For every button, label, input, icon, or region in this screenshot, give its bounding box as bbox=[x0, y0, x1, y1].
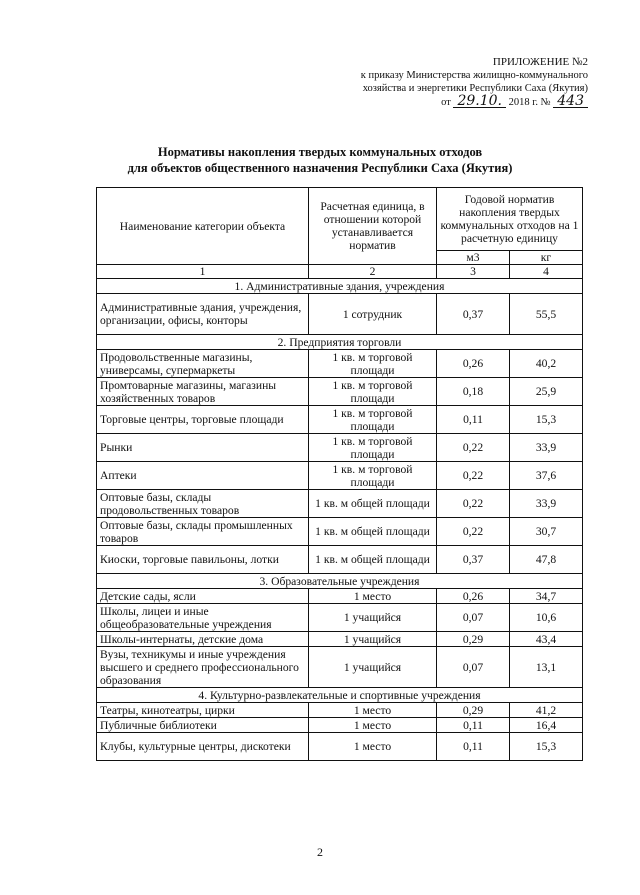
m3-cell: 0,18 bbox=[437, 378, 510, 406]
table-row bbox=[97, 406, 583, 434]
col-number: 2 bbox=[309, 265, 437, 279]
category-cell: Рынки bbox=[97, 434, 309, 462]
category-cell: Киоски, торговые павильоны, лотки bbox=[97, 546, 309, 574]
page-number: 2 bbox=[317, 845, 323, 859]
category-cell: Театры, кинотеатры, цирки bbox=[97, 703, 309, 718]
unit-cell: 1 кв. м общей площади bbox=[309, 490, 437, 518]
col-number: 3 bbox=[437, 265, 510, 279]
category-cell: Школы-интернаты, детские дома bbox=[97, 632, 309, 647]
norms-table-body bbox=[97, 188, 583, 761]
table-row bbox=[97, 604, 583, 632]
m3-cell: 0,29 bbox=[437, 703, 510, 718]
section-title: 4. Культурно-развлекательные и спортивные учреждения bbox=[97, 688, 583, 703]
table-row bbox=[97, 647, 583, 688]
kg-cell: 40,2 bbox=[510, 350, 583, 378]
table-row bbox=[97, 350, 583, 378]
unit-cell: 1 учащийся bbox=[309, 604, 437, 632]
kg-cell: 55,5 bbox=[510, 294, 583, 335]
appendix-line-1: к приказу Министерства жилищно-коммунального bbox=[360, 70, 588, 81]
table-row bbox=[97, 462, 583, 490]
table-row bbox=[97, 703, 583, 718]
unit-cell: 1 кв. м торговой площади bbox=[309, 406, 437, 434]
unit-cell: 1 кв. м торговой площади bbox=[309, 434, 437, 462]
appendix-date-line bbox=[288, 95, 588, 109]
document-title bbox=[0, 144, 640, 176]
m3-cell: 0,11 bbox=[437, 718, 510, 733]
section-title: 2. Предприятия торговли bbox=[97, 335, 583, 350]
kg-cell: 37,6 bbox=[510, 462, 583, 490]
m3-cell: 0,22 bbox=[437, 434, 510, 462]
table-row bbox=[97, 718, 583, 733]
category-cell: Продовольственные магазины, универсамы, супермаркеты bbox=[97, 350, 309, 378]
category-cell: Детские сады, ясли bbox=[97, 589, 309, 604]
category-cell: Промтоварные магазины, магазины хозяйственных товаров bbox=[97, 378, 309, 406]
table-row bbox=[97, 546, 583, 574]
unit-cell: 1 учащийся bbox=[309, 647, 437, 688]
m3-cell: 0,11 bbox=[437, 733, 510, 761]
handwritten-date: 29.10. bbox=[453, 95, 506, 108]
m3-cell: 0,07 bbox=[437, 647, 510, 688]
section-row bbox=[97, 335, 583, 350]
m3-cell: 0,11 bbox=[437, 406, 510, 434]
kg-cell: 34,7 bbox=[510, 589, 583, 604]
unit-cell: 1 сотрудник bbox=[309, 294, 437, 335]
norms-table bbox=[96, 187, 583, 761]
header-row bbox=[97, 188, 583, 251]
section-row bbox=[97, 574, 583, 589]
kg-cell: 10,6 bbox=[510, 604, 583, 632]
appendix-line-2: хозяйства и энергетики Республики Саха (Якутия) bbox=[362, 83, 588, 94]
column-numbers-row bbox=[97, 265, 583, 279]
category-cell: Аптеки bbox=[97, 462, 309, 490]
kg-cell: 41,2 bbox=[510, 703, 583, 718]
m3-cell: 0,37 bbox=[437, 294, 510, 335]
kg-cell: 13,1 bbox=[510, 647, 583, 688]
unit-cell: 1 кв. м общей площади bbox=[309, 518, 437, 546]
table-row bbox=[97, 589, 583, 604]
header-kg: кг bbox=[510, 251, 583, 265]
section-row bbox=[97, 688, 583, 703]
table-row bbox=[97, 733, 583, 761]
table-row bbox=[97, 518, 583, 546]
table-row bbox=[97, 490, 583, 518]
m3-cell: 0,22 bbox=[437, 490, 510, 518]
category-cell: Оптовые базы, склады промышленных товаров bbox=[97, 518, 309, 546]
unit-cell: 1 место bbox=[309, 589, 437, 604]
table-row bbox=[97, 378, 583, 406]
unit-cell: 1 кв. м общей площади bbox=[309, 546, 437, 574]
category-cell: Публичные библиотеки bbox=[97, 718, 309, 733]
header-unit: Расчетная единица, в отношении которой устанавливается норматив bbox=[309, 188, 437, 265]
unit-cell: 1 место bbox=[309, 718, 437, 733]
unit-cell: 1 место bbox=[309, 703, 437, 718]
kg-cell: 16,4 bbox=[510, 718, 583, 733]
section-title: 3. Образовательные учреждения bbox=[97, 574, 583, 589]
title-line-2: для объектов общественного назначения Республики Саха (Якутия) bbox=[127, 161, 513, 175]
unit-cell: 1 кв. м торговой площади bbox=[309, 378, 437, 406]
col-number: 4 bbox=[510, 265, 583, 279]
category-cell: Клубы, культурные центры, дискотеки bbox=[97, 733, 309, 761]
m3-cell: 0,22 bbox=[437, 462, 510, 490]
kg-cell: 30,7 bbox=[510, 518, 583, 546]
header-category: Наименование категории объекта bbox=[97, 188, 309, 265]
table-row bbox=[97, 632, 583, 647]
m3-cell: 0,37 bbox=[437, 546, 510, 574]
m3-cell: 0,22 bbox=[437, 518, 510, 546]
kg-cell: 25,9 bbox=[510, 378, 583, 406]
category-cell: Вузы, техникумы и иные учреждения высшего и среднего профессионального образования bbox=[97, 647, 309, 688]
handwritten-order-number: 443 bbox=[553, 95, 588, 108]
appendix-title: ПРИЛОЖЕНИЕ №2 bbox=[492, 56, 588, 68]
kg-cell: 47,8 bbox=[510, 546, 583, 574]
col-number: 1 bbox=[97, 265, 309, 279]
m3-cell: 0,26 bbox=[437, 589, 510, 604]
section-title: 1. Административные здания, учреждения bbox=[97, 279, 583, 294]
appendix-block bbox=[288, 56, 588, 109]
date-prefix: от bbox=[441, 97, 451, 108]
m3-cell: 0,07 bbox=[437, 604, 510, 632]
kg-cell: 33,9 bbox=[510, 490, 583, 518]
kg-cell: 43,4 bbox=[510, 632, 583, 647]
kg-cell: 15,3 bbox=[510, 406, 583, 434]
m3-cell: 0,29 bbox=[437, 632, 510, 647]
date-year: 2018 г. № bbox=[508, 97, 551, 108]
category-cell: Торговые центры, торговые площади bbox=[97, 406, 309, 434]
header-annual-norm: Годовой норматив накопления твердых коммунальных отходов на 1 расчетную единицу bbox=[437, 188, 583, 251]
title-line-1: Нормативы накопления твердых коммунальных отходов bbox=[157, 145, 483, 159]
category-cell: Школы, лицеи и иные общеобразовательные учреждения bbox=[97, 604, 309, 632]
header-m3: м3 bbox=[437, 251, 510, 265]
table-row bbox=[97, 434, 583, 462]
category-cell: Административные здания, учреждения, организации, офисы, конторы bbox=[97, 294, 309, 335]
table-row bbox=[97, 294, 583, 335]
category-cell: Оптовые базы, склады продовольственных товаров bbox=[97, 490, 309, 518]
unit-cell: 1 учащийся bbox=[309, 632, 437, 647]
m3-cell: 0,26 bbox=[437, 350, 510, 378]
kg-cell: 33,9 bbox=[510, 434, 583, 462]
unit-cell: 1 место bbox=[309, 733, 437, 761]
unit-cell: 1 кв. м торговой площади bbox=[309, 462, 437, 490]
section-row bbox=[97, 279, 583, 294]
kg-cell: 15,3 bbox=[510, 733, 583, 761]
unit-cell: 1 кв. м торговой площади bbox=[309, 350, 437, 378]
